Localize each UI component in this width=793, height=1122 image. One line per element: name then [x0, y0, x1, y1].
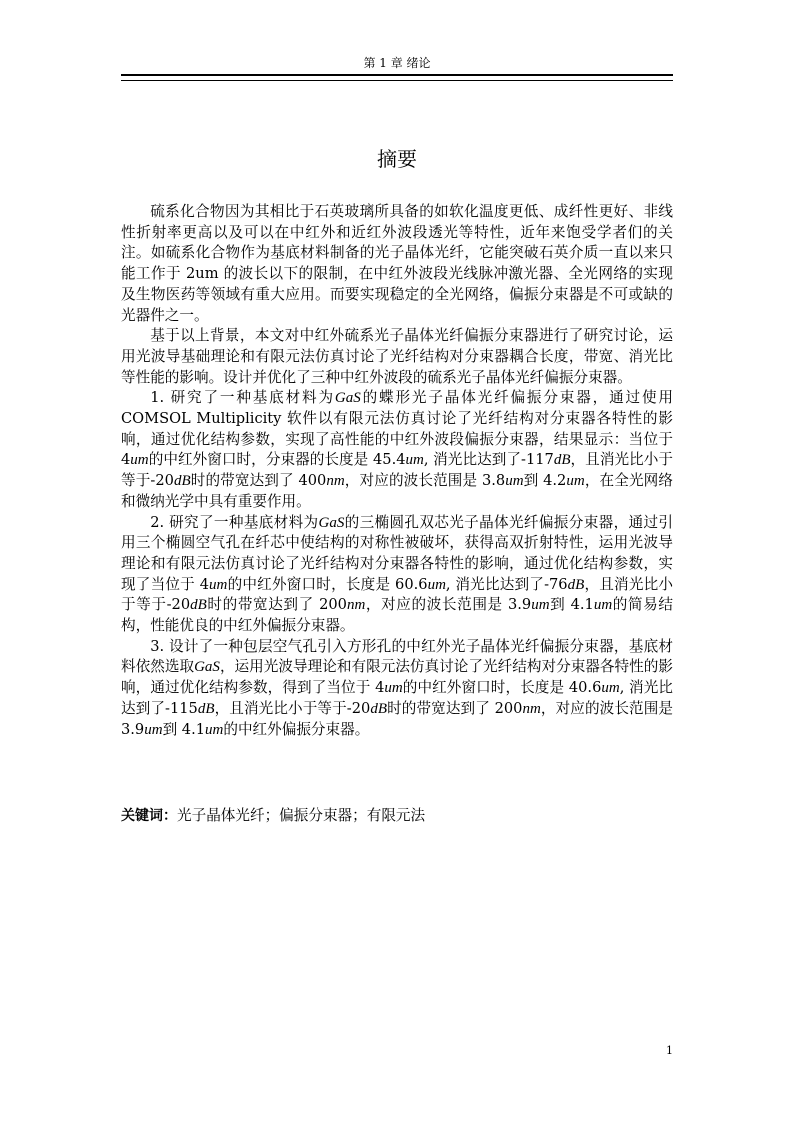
p3-text-d: , 消光比达到了-117 [423, 451, 554, 469]
p5-text-c: 的中红外窗口时，长度是 40.6 [402, 679, 602, 697]
p4-text-f: 时的带宽达到了 200 [206, 596, 347, 614]
p3-text-f: 时的带宽达到了 400 [190, 472, 327, 490]
p3-math-nm: nm [326, 473, 345, 490]
paragraph-4 [121, 513, 673, 637]
p5-math-db: dB [370, 700, 387, 717]
p5-text-g: ，对应的波长范围是 3.9 [121, 699, 673, 738]
page-title: 摘要 [377, 147, 417, 171]
p3-math-um: um [566, 473, 585, 490]
p4-math-nm: nm [346, 597, 366, 614]
p3-math-db: dB [553, 452, 571, 469]
paragraph-1: 硫系化合物因为其相比于石英玻璃所具备的如软化温度更低、成纤性更好、非线性折射率更高以及可以在中红外和近红外波段透光等特性，近年来饱受学者们的关注。如硫系化合物作为基底材料制备的光子晶体光纤，它能突破石英介质一直以来只能工作于 2um 的波长以下的限制，在中红外波段光线脉冲激光器、全光网络的实现及生物医药等领域有重大应用。而要实现稳定的全光网络，偏振分束器是不可或缺的光器件之一。 [121, 203, 673, 324]
p3-text-h: 到 4.2 [523, 472, 567, 490]
p4-math-gas: GaS [318, 514, 345, 531]
p5-text-i: 的中红外偏振分束器。 [223, 720, 370, 738]
keywords-label: 关键词： [121, 808, 177, 824]
p5-math-gas: GaS [194, 659, 220, 676]
paragraph-5 [121, 637, 673, 741]
p3-math-db: dB [173, 473, 191, 490]
p4-text-a: 2. 研究了一种基底材料为 [150, 513, 319, 531]
p3-math-um: um [505, 473, 524, 490]
p4-text-b: 的三椭圆孔双芯光子晶体光纤偏振分束器，通过引用三个椭圆空气孔在纤芯中使结构的对称性被破坏，获得高双折射特性，运用光波导理论和有限元法仿真讨论了光纤结构对分束器各特性的影响，通过优化结构参数，实现了当位于 4 [121, 513, 673, 593]
p5-math-um: um [144, 721, 163, 738]
p4-math-db: dB [190, 597, 207, 614]
p4-text-e: ，且消光比小于等于-20 [121, 575, 673, 614]
paragraph-3 [121, 388, 673, 512]
keywords-line [121, 806, 673, 826]
p5-math-um: um [384, 680, 403, 697]
p4-text-i: 的简易结构，性能优良的中红外偏振分束器。 [121, 596, 673, 635]
p5-text-a: 3. 设计了一种包层空气孔引入方形孔的中红外光子晶体光纤偏振分束器，基底材料依然选取 [121, 637, 673, 676]
p3-text-g: ，对应的波长范围是 3.8 [344, 472, 506, 490]
p4-math-um: um [593, 597, 613, 614]
p4-math-um: um [427, 576, 446, 593]
p5-math-um: um [601, 680, 620, 697]
p5-math-nm: nm [522, 700, 541, 717]
p3-math-um: um [405, 452, 424, 469]
p3-text-c: 的中红外窗口时，分束器的长度是 45.4 [148, 451, 406, 469]
abstract-body [121, 202, 673, 740]
p3-math-um: um [130, 452, 149, 469]
p4-text-d: , 消光比达到了-76 [445, 575, 568, 593]
p4-text-c: 的中红外窗口时，长度是 60.6 [227, 575, 428, 593]
running-head: 第 1 章 绪论 [363, 56, 431, 70]
p5-math-db: dB [197, 700, 215, 717]
page-number: 1 [666, 1044, 673, 1057]
header-rule [121, 74, 673, 81]
p3-text-e: ，且消光比小于等于-20 [121, 451, 673, 490]
p5-text-b: ，运用光波导理论和有限元法仿真讨论了光纤结构对分束器各特性的影响，通过优化结构参数，得到了当位于 4 [121, 658, 673, 697]
p5-text-h: 到 4.1 [162, 720, 206, 738]
p3-text-i: ，在全光网络和微纳光学中具有重要作用。 [121, 472, 673, 510]
p4-math-um: um [209, 576, 228, 593]
p5-math-um: um [205, 721, 224, 738]
p3-math-gas: GaS [334, 390, 361, 407]
p4-text-g: ，对应的波长范围是 3.9 [365, 596, 532, 614]
p5-text-d: , 消光比达到了-115 [121, 679, 673, 717]
p4-math-db: dB [567, 576, 585, 593]
p5-text-e: ，且消光比小于等于-20 [214, 699, 371, 717]
p3-text-b: 的蝶形光子晶体光纤偏振分束器，通过使用COMSOL Multiplicity 软件以有限元法仿真讨论了光纤结构对分束器各特性的影响，通过优化结构参数，实现了高性能的中红外波段偏振分束器，结果显示：当位于 4 [121, 389, 673, 469]
p4-text-h: 到 4.1 [549, 596, 594, 614]
keywords-text: 光子晶体光纤；偏振分束器；有限元法 [177, 807, 426, 824]
p4-math-um: um [531, 597, 550, 614]
p3-text-a: 1. 研究了一种基底材料为 [150, 389, 335, 407]
paragraph-2: 基于以上背景，本文对中红外硫系光子晶体光纤偏振分束器进行了研究讨论，运用光波导基础理论和有限元法仿真讨论了光纤结构对分束器耦合长度，带宽、消光比等性能的影响。设计并优化了三种中红外波段的硫系光子晶体光纤偏振分束器。 [121, 327, 673, 386]
p5-text-f: 时的带宽达到了 200 [386, 699, 523, 717]
